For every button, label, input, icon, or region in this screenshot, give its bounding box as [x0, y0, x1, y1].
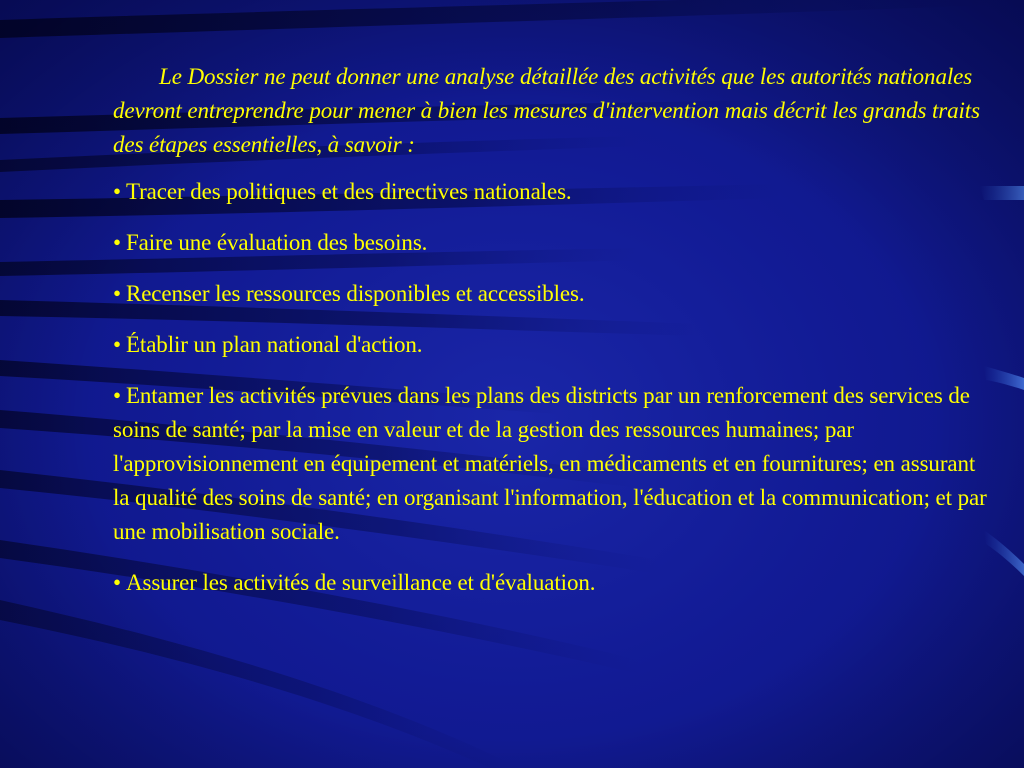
list-item [113, 328, 993, 362]
bullet-text: Établir un plan national d'action. [125, 332, 423, 357]
bullet-text: Assurer les activités de surveillance et d'évaluation. [125, 570, 596, 595]
list-item [113, 566, 993, 600]
bullet-icon: • [113, 179, 121, 204]
list-item [113, 175, 993, 209]
bullet-icon: • [113, 332, 121, 357]
bullet-text: Entamer les activités prévues dans les plans des districts par un renforcement des services de soins de santé; par la mise en valeur et de la gestion des ressources humaines; par l'approvisionnement en équipement et matériels, en médicaments et en fournitures; en assurant la qualité des soins de santé; en organisant l'information, l'éducation et la communication; et par une mobilisation sociale. [113, 383, 987, 544]
bullet-text: Recenser les ressources disponibles et accessibles. [125, 281, 585, 306]
bullet-icon: • [113, 230, 121, 255]
intro-paragraph: Le Dossier ne peut donner une analyse détaillée des activités que les autorités nationales devront entreprendre pour mener à bien les mesures d'intervention mais décrit les grands traits des étapes essentielles, à savoir : [113, 64, 980, 157]
bullet-text: Tracer des politiques et des directives nationales. [125, 179, 572, 204]
list-item [113, 379, 993, 549]
slide-content [113, 60, 993, 617]
bullet-icon: • [113, 281, 121, 306]
bullet-list [113, 175, 993, 600]
bullet-icon: • [113, 570, 121, 595]
bullet-text: Faire une évaluation des besoins. [125, 230, 428, 255]
list-item [113, 277, 993, 311]
list-item [113, 226, 993, 260]
bullet-icon: • [113, 383, 121, 408]
